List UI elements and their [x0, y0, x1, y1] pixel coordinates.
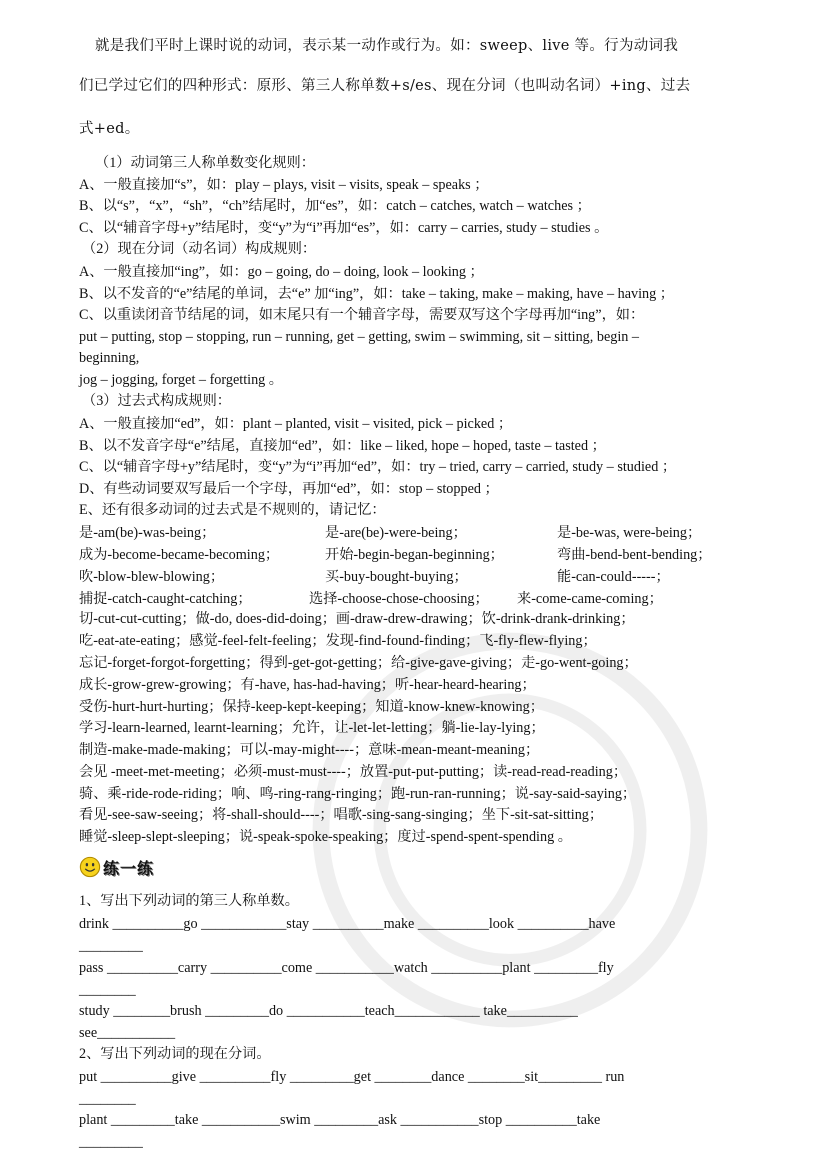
irregular-line: 骑、乘-ride-rode-riding；响、鸣-ring-rang-ringing；跑-run-ran-running；说-say-said-saying；	[79, 786, 637, 802]
section3-rule-e: E、还有很多动词的过去式是不规则的，请记忆：	[79, 502, 386, 518]
irregular-line: 学习-learn-learned, learnt-learning；允许，让-let-let-letting；躺-lie-lay-lying；	[79, 720, 545, 736]
irregular-line: 成长-grow-grew-growing；有-have, has-had-having；听-hear-heard-hearing；	[79, 677, 536, 693]
section1-rule-b: B、以“s”，“x”，“sh”，“ch”结尾时，加“es”，如：catch – catches, watch – watches ；	[79, 198, 591, 214]
irregular-line: 制造-make-made-making；可以-may-might----；意味-mean-meant-meaning；	[79, 742, 540, 758]
practice-header	[79, 852, 154, 882]
question-1-line-3: study ________brush _________do ___________teach____________ take__________	[79, 1003, 578, 1019]
irregular-entry: 吹-blow-blew-blowing；	[79, 569, 225, 585]
section2-rule-c-examples-cont: beginning,	[79, 350, 140, 366]
question-1-line-1-cont: _________	[79, 938, 143, 954]
question-1-line-1: drink __________go ____________stay __________make __________look __________have	[79, 916, 616, 932]
irregular-line: 睡觉-sleep-slept-sleeping；说-speak-spoke-speaking；度过-spend-spent-spending 。	[79, 829, 572, 845]
irregular-row	[79, 566, 759, 586]
irregular-line: 忘记-forget-forgot-forgetting；得到-get-got-getting；给-give-gave-giving；走-go-went-going；	[79, 655, 638, 671]
question-2-line-2-cont: _________	[79, 1134, 143, 1150]
irregular-entry: 能-can-could-----；	[557, 569, 670, 585]
irregular-row	[79, 522, 759, 542]
irregular-entry: 买-buy-bought-buying；	[325, 569, 468, 585]
irregular-line: 切-cut-cut-cutting；做-do, does-did-doing；画-draw-drew-drawing；饮-drink-drank-drinking；	[79, 611, 635, 627]
section3-title: （3）过去式构成规则：	[82, 393, 231, 409]
irregular-entry: 成为-become-became-becoming；	[79, 547, 280, 563]
section2-title: （2）现在分词（动名词）构成规则：	[82, 241, 317, 257]
irregular-entry: 捕捉-catch-caught-catching；	[79, 591, 252, 607]
intro-line-2: 们已学过它们的四种形式：原形、第三人称单数+s/es、现在分词（也叫动名词）+ing、过去	[79, 78, 691, 94]
question-1-title: 1、写出下列动词的第三人称单数。	[79, 893, 299, 909]
section2-rule-c-examples-end: jog – jogging, forget – forgetting 。	[79, 372, 283, 388]
smiley-icon	[79, 856, 101, 878]
section2-rule-c-examples: put – putting, stop – stopping, run – running, get – getting, swim – swimming, sit – sitting, begin –	[79, 329, 640, 345]
intro-line-3: 式+ed。	[79, 121, 140, 137]
irregular-entry: 开始-begin-began-beginning；	[325, 547, 504, 563]
irregular-entry: 来-come-came-coming；	[517, 591, 663, 607]
question-1-line-2: pass __________carry __________come ___________watch __________plant _________fly	[79, 960, 614, 976]
section3-rule-a: A、一般直接加“ed”，如：plant – planted, visit – visited, pick – picked ；	[79, 416, 513, 432]
irregular-row	[79, 544, 759, 564]
question-2-line-1-cont: ________	[79, 1091, 136, 1107]
section2-rule-c: C、以重读闭音节结尾的词，如末尾只有一个辅音字母，需要双写这个字母再加“ing”，如：	[79, 307, 645, 323]
intro-line-1: 就是我们平时上课时说的动词，表示某一动作或行为。如：sweep、live 等。行为动词我	[95, 38, 679, 54]
question-1-line-2-cont: ________	[79, 982, 136, 998]
irregular-entry: 是-are(be)-were-being；	[325, 525, 467, 541]
irregular-entry: 弯曲-bend-bent-bending；	[557, 547, 712, 563]
irregular-line: 看见-see-saw-seeing；将-shall-should----；唱歌-sing-sang-singing；坐下-sit-sat-sitting；	[79, 807, 604, 823]
irregular-entry: 是-am(be)-was-being；	[79, 525, 216, 541]
question-2-title: 2、写出下列动词的现在分词。	[79, 1046, 271, 1062]
question-2-line-1: put __________give __________fly _________get ________dance ________sit_________ run	[79, 1069, 625, 1085]
irregular-line: 受伤-hurt-hurt-hurting；保持-keep-kept-keeping；知道-know-knew-knowing；	[79, 699, 544, 715]
section1-rule-c: C、以“辅音字母+y”结尾时，变“y”为“i”再加“es”，如：carry – carries, study – studies 。	[79, 220, 609, 236]
irregular-entry: 是-be-was, were-being；	[557, 525, 702, 541]
section3-rule-d: D、有些动词要双写最后一个字母，再加“ed”，如：stop – stopped ；	[79, 481, 499, 497]
irregular-row	[79, 588, 759, 608]
irregular-entry: 选择-choose-chose-choosing；	[309, 591, 489, 607]
practice-title: 练一练	[103, 858, 155, 878]
section2-rule-a: A、一般直接加“ing”，如：go – going, do – doing, look – looking ；	[79, 264, 484, 280]
irregular-line: 吃-eat-ate-eating；感觉-feel-felt-feeling；发现-find-found-finding；飞-fly-flew-flying；	[79, 633, 597, 649]
section1-rule-a: A、一般直接加“s”，如：play – plays, visit – visits, speak – speaks ；	[79, 177, 489, 193]
section3-rule-c: C、以“辅音字母+y”结尾时，变“y”为“i”再加“ed”，如：try – tried, carry – carried, study – studied ；	[79, 459, 677, 475]
section3-rule-b: B、以不发音字母“e”结尾，直接加“ed”，如：like – liked, hope – hoped, taste – tasted ；	[79, 438, 606, 454]
section1-title: （1）动词第三人称单数变化规则：	[95, 155, 315, 171]
question-2-line-2: plant _________take ___________swim _________ask ___________stop __________take	[79, 1112, 601, 1128]
irregular-line: 会见 -meet-met-meeting；必须-must-must----；放置-put-put-putting；读-read-read-reading；	[79, 764, 628, 780]
section2-rule-b: B、以不发音的“e”结尾的单词，去“e” 加“ing”，如：take – taking, make – making, have – having ；	[79, 286, 674, 302]
question-1-line-3-cont: see___________	[79, 1025, 176, 1041]
